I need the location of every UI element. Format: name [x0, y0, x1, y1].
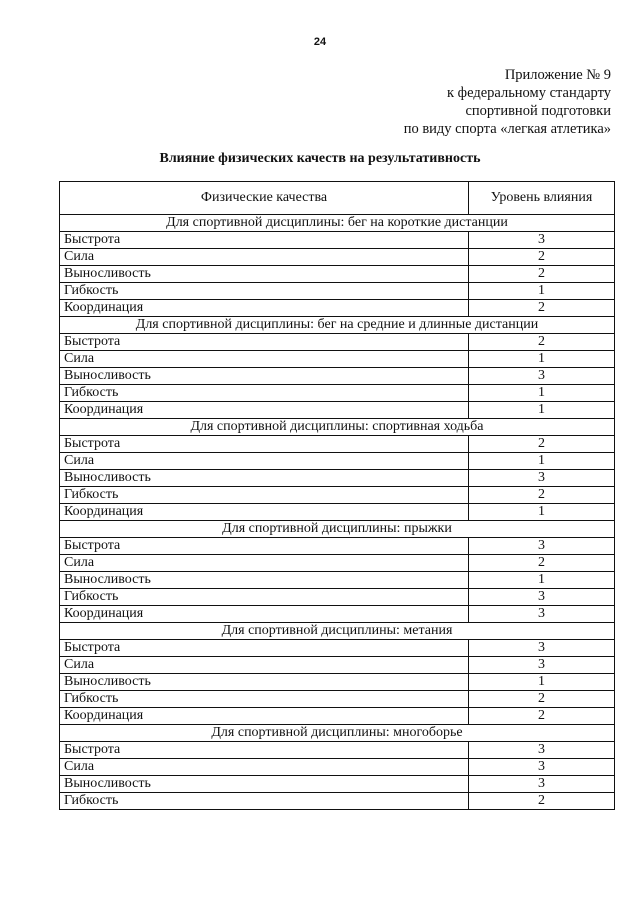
- table-row: [60, 300, 615, 317]
- level-cell: 3: [469, 742, 615, 759]
- quality-cell: Координация: [60, 300, 469, 317]
- quality-cell: Выносливость: [60, 572, 469, 589]
- page-number: 24: [313, 36, 327, 48]
- table-row: [60, 793, 615, 810]
- quality-cell: Выносливость: [60, 266, 469, 283]
- level-cell: 2: [469, 436, 615, 453]
- section-title: Для спортивной дисциплины: спортивная ходьба: [60, 419, 615, 436]
- quality-cell: Координация: [60, 708, 469, 725]
- table-row: [60, 249, 615, 266]
- level-cell: 3: [469, 368, 615, 385]
- level-cell: 1: [469, 283, 615, 300]
- level-cell: 3: [469, 538, 615, 555]
- section-title: Для спортивной дисциплины: прыжки: [60, 521, 615, 538]
- table-row: [60, 470, 615, 487]
- quality-cell: Выносливость: [60, 674, 469, 691]
- appendix-line: спортивной подготовки: [465, 103, 611, 119]
- table-row: [60, 487, 615, 504]
- quality-cell: Сила: [60, 555, 469, 572]
- quality-cell: Быстрота: [60, 232, 469, 249]
- table-row: [60, 674, 615, 691]
- quality-cell: Быстрота: [60, 436, 469, 453]
- level-cell: 2: [469, 334, 615, 351]
- section-row: [60, 521, 615, 538]
- table-row: [60, 742, 615, 759]
- level-cell: 1: [469, 351, 615, 368]
- level-cell: 1: [469, 402, 615, 419]
- quality-cell: Быстрота: [60, 742, 469, 759]
- table-row: [60, 606, 615, 623]
- table-header-row: [60, 182, 615, 215]
- level-cell: 3: [469, 759, 615, 776]
- header-quality: Физические качества: [60, 182, 469, 215]
- quality-cell: Гибкость: [60, 793, 469, 810]
- influence-table: [59, 181, 615, 810]
- quality-cell: Сила: [60, 657, 469, 674]
- table-row: [60, 334, 615, 351]
- section-title: Для спортивной дисциплины: бег на короткие дистанции: [60, 215, 615, 232]
- quality-cell: Быстрота: [60, 640, 469, 657]
- quality-cell: Гибкость: [60, 589, 469, 606]
- table-row: [60, 657, 615, 674]
- quality-cell: Гибкость: [60, 385, 469, 402]
- table-row: [60, 572, 615, 589]
- level-cell: 3: [469, 232, 615, 249]
- level-cell: 1: [469, 572, 615, 589]
- quality-cell: Координация: [60, 606, 469, 623]
- appendix-line: к федеральному стандарту: [447, 85, 611, 101]
- quality-cell: Быстрота: [60, 334, 469, 351]
- quality-cell: Гибкость: [60, 691, 469, 708]
- appendix-line: по виду спорта «легкая атлетика»: [403, 121, 611, 137]
- quality-cell: Сила: [60, 249, 469, 266]
- section-row: [60, 623, 615, 640]
- table-row: [60, 351, 615, 368]
- table-row: [60, 589, 615, 606]
- quality-cell: Координация: [60, 504, 469, 521]
- level-cell: 2: [469, 266, 615, 283]
- quality-cell: Быстрота: [60, 538, 469, 555]
- table-row: [60, 402, 615, 419]
- level-cell: 2: [469, 487, 615, 504]
- appendix-line: Приложение № 9: [504, 67, 611, 83]
- level-cell: 2: [469, 300, 615, 317]
- table-row: [60, 266, 615, 283]
- section-row: [60, 419, 615, 436]
- level-cell: 1: [469, 674, 615, 691]
- table-row: [60, 232, 615, 249]
- table-row: [60, 555, 615, 572]
- quality-cell: Сила: [60, 453, 469, 470]
- level-cell: 2: [469, 249, 615, 266]
- level-cell: 2: [469, 691, 615, 708]
- level-cell: 3: [469, 589, 615, 606]
- table-row: [60, 538, 615, 555]
- level-cell: 3: [469, 640, 615, 657]
- level-cell: 3: [469, 606, 615, 623]
- quality-cell: Гибкость: [60, 283, 469, 300]
- table-row: [60, 453, 615, 470]
- section-title: Для спортивной дисциплины: метания: [60, 623, 615, 640]
- level-cell: 1: [469, 504, 615, 521]
- table-row: [60, 759, 615, 776]
- section-title: Для спортивной дисциплины: многоборье: [60, 725, 615, 742]
- header-level: Уровень влияния: [469, 182, 615, 215]
- section-row: [60, 215, 615, 232]
- level-cell: 1: [469, 385, 615, 402]
- quality-cell: Координация: [60, 402, 469, 419]
- level-cell: 2: [469, 793, 615, 810]
- level-cell: 2: [469, 708, 615, 725]
- level-cell: 2: [469, 555, 615, 572]
- table-row: [60, 368, 615, 385]
- table-row: [60, 691, 615, 708]
- level-cell: 3: [469, 776, 615, 793]
- level-cell: 3: [469, 657, 615, 674]
- table-row: [60, 708, 615, 725]
- table-row: [60, 504, 615, 521]
- table-row: [60, 436, 615, 453]
- table-row: [60, 385, 615, 402]
- level-cell: 3: [469, 470, 615, 487]
- section-row: [60, 317, 615, 334]
- section-row: [60, 725, 615, 742]
- table-row: [60, 776, 615, 793]
- table-row: [60, 640, 615, 657]
- quality-cell: Сила: [60, 351, 469, 368]
- quality-cell: Сила: [60, 759, 469, 776]
- section-title: Для спортивной дисциплины: бег на средние и длинные дистанции: [60, 317, 615, 334]
- table-row: [60, 283, 615, 300]
- level-cell: 1: [469, 453, 615, 470]
- quality-cell: Выносливость: [60, 776, 469, 793]
- table-body: [60, 215, 615, 810]
- appendix-header: [404, 66, 611, 138]
- quality-cell: Выносливость: [60, 470, 469, 487]
- quality-cell: Выносливость: [60, 368, 469, 385]
- document-title: Влияние физических качеств на результативность: [159, 151, 481, 166]
- quality-cell: Гибкость: [60, 487, 469, 504]
